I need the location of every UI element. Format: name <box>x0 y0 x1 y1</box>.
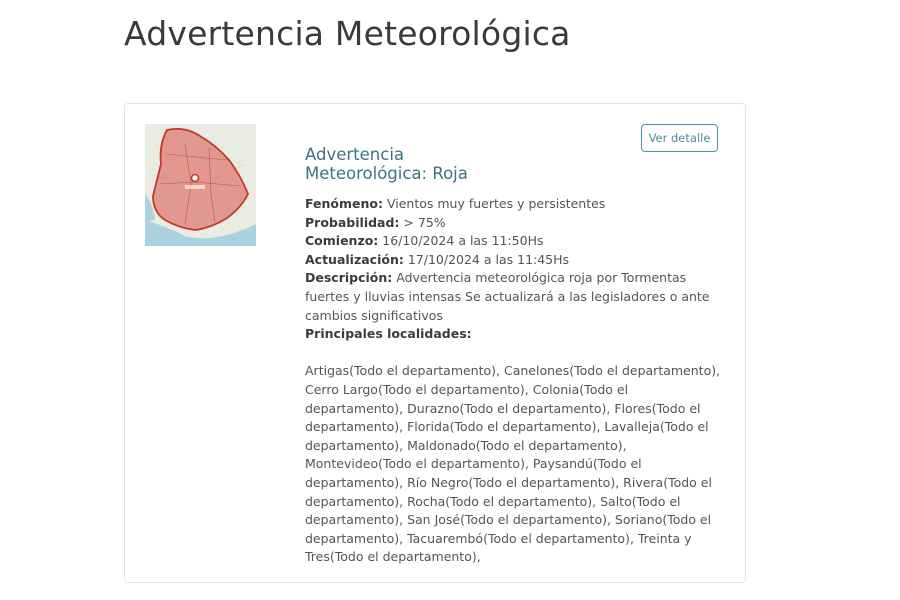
field-comienzo <box>305 232 725 251</box>
field-descripcion <box>305 269 725 325</box>
localidades-value: Artigas(Todo el departamento), Canelones(Todo el departamento), Cerro Largo(Todo el departamento), Colonia(Todo el departamento), Durazno(Todo el departamento), Flores(Todo el departamento), Florida(Todo el departamento), Lavalleja(Todo el departamento), Maldonado(Todo el departamento), Montevideo(Todo el departamento), Paysandú(Todo el departamento), Río Negro(Todo el departamento), Rivera(Todo el departamento), Rocha(Todo el departamento), Salto(Todo el departamento), San José(Todo el departamento), Soriano(Todo el departamento), Tacuarembó(Todo el departamento), Treinta y Tres(Todo el departamento), <box>305 363 721 565</box>
field-actualizacion <box>305 251 725 270</box>
comienzo-value: 16/10/2024 a las 11:50Hs <box>382 233 544 249</box>
uruguay-map-icon <box>145 124 256 246</box>
field-localidades <box>305 325 725 344</box>
warning-title-line2: Meteorológica: Roja <box>305 164 468 183</box>
view-detail-button[interactable]: Ver detalle <box>641 124 718 152</box>
field-probabilidad <box>305 214 725 233</box>
warning-info <box>305 195 725 567</box>
comienzo-label: Comienzo: <box>305 233 379 249</box>
actualizacion-label: Actualización: <box>305 251 404 267</box>
field-fenomeno <box>305 195 725 214</box>
fenomeno-label: Fenómeno: <box>305 196 383 211</box>
descripcion-label: Descripción: <box>305 270 393 286</box>
warning-title[interactable] <box>305 145 725 183</box>
spacer <box>305 344 725 363</box>
localidades-label: Principales localidades: <box>305 326 472 342</box>
warning-map-image[interactable] <box>145 124 256 246</box>
probabilidad-label: Probabilidad: <box>305 214 400 230</box>
probabilidad-value: > 75% <box>403 214 446 230</box>
actualizacion-value: 17/10/2024 a las 11:45Hs <box>407 251 570 267</box>
warning-content <box>305 145 725 567</box>
warning-title-line1: Advertencia <box>305 145 405 164</box>
fenomeno-value: Vientos muy fuertes y persistentes <box>386 196 606 211</box>
descripcion-value: Advertencia meteorológica roja por Tormentas fuertes y lluvias intensas Se actualizará a las legisladores o ante cambios significativos <box>305 270 710 323</box>
page-title: Advertencia Meteorológica <box>124 14 571 53</box>
warning-card <box>124 103 746 583</box>
